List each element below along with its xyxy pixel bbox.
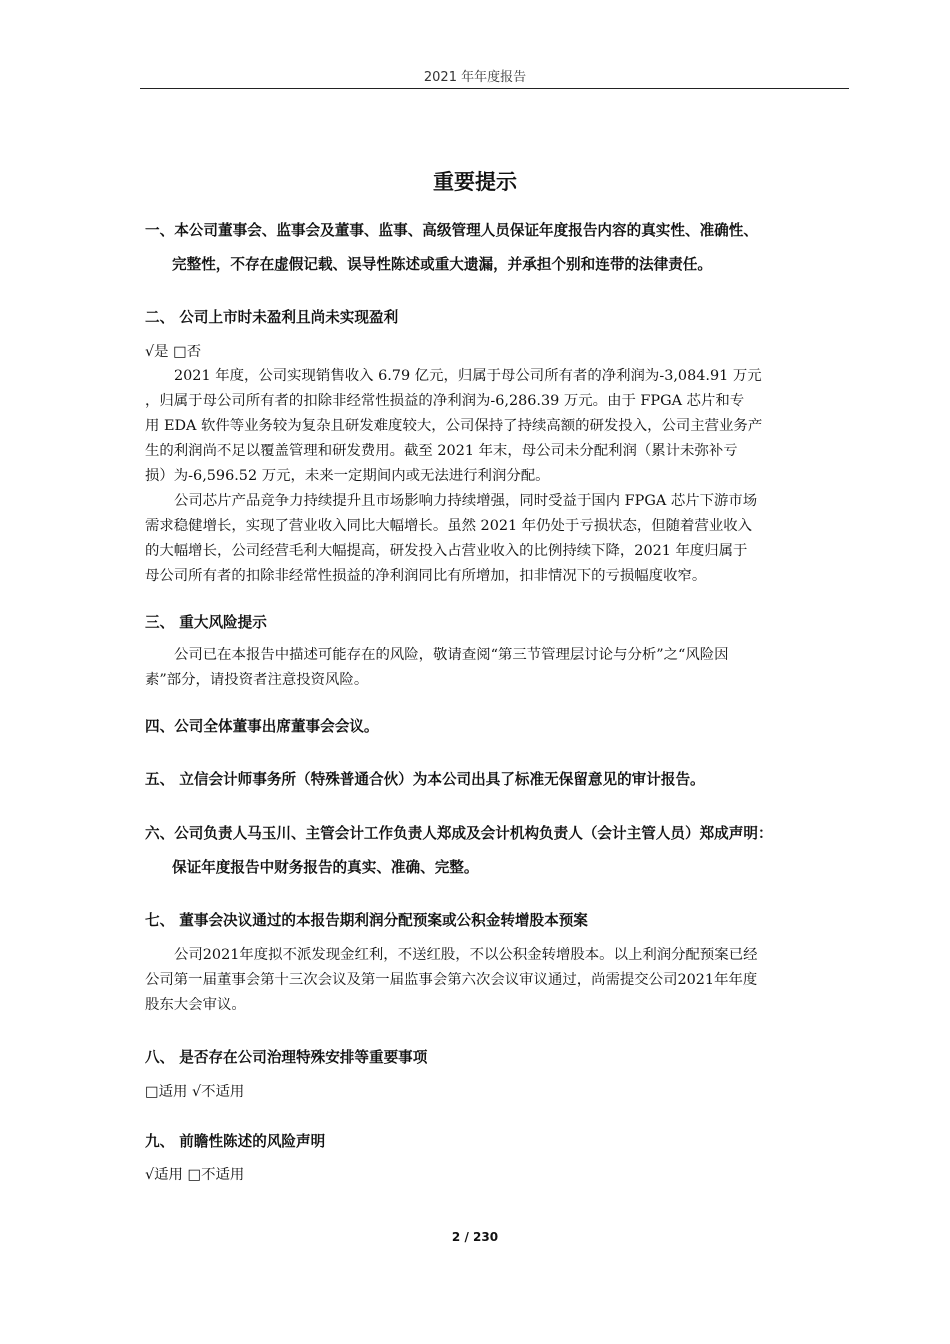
section-7-heading: 七、 董事会决议通过的本报告期利润分配预案或公积金转增股本预案 xyxy=(145,912,588,929)
section-2-para-1-line-4: 生的利润尚不足以覆盖管理和研发费用。截至 2021 年末，母公司未分配利润（累计未弥补亏 xyxy=(145,443,738,459)
section-2-para-2-line-3: 的大幅增长，公司经营毛利大幅提高，研发投入占营业收入的比例持续下降，2021 年度归属于 xyxy=(145,543,748,559)
section-6-line-1: 六、公司负责人马玉川、主管会计工作负责人郑成及会计机构负责人（会计主管人员）郑成声明： xyxy=(145,825,773,842)
section-2-para-1-line-5: 损）为-6,596.52 万元，未来一定期间内或无法进行利润分配。 xyxy=(145,468,550,484)
section-2-para-1-line-2: ，归属于母公司所有者的扣除非经常性损益的净利润为-6,286.39 万元。由于 FPGA 芯片和专 xyxy=(145,393,745,409)
page-header: 2021 年年度报告 xyxy=(423,70,527,85)
section-5-heading: 五、 立信会计师事务所（特殊普通合伙）为本公司出具了标准无保留意见的审计报告。 xyxy=(145,771,705,788)
section-8-heading: 八、 是否存在公司治理特殊安排等重要事项 xyxy=(145,1049,428,1066)
section-6-line-2: 保证年度报告中财务报告的真实、准确、完整。 xyxy=(172,859,479,876)
section-2-para-1-line-1: 2021 年度，公司实现销售收入 6.79 亿元，归属于母公司所有者的净利润为-3,084.91 万元 xyxy=(174,368,762,384)
section-3-heading: 三、 重大风险提示 xyxy=(145,614,267,631)
section-7-para-line-2: 公司第一届董事会第十三次会议及第一届监事会第六次会议审议通过，尚需提交公司2021年年度 xyxy=(145,972,758,988)
section-9-heading: 九、 前瞻性陈述的风险声明 xyxy=(145,1133,326,1150)
section-1-line-2: 完整性，不存在虚假记载、误导性陈述或重大遗漏，并承担个别和连带的法律责任。 xyxy=(172,256,712,273)
section-2-heading: 二、 公司上市时未盈利且尚未实现盈利 xyxy=(145,309,399,326)
section-4-heading: 四、公司全体董事出席董事会会议。 xyxy=(145,718,379,735)
page-title: 重要提示 xyxy=(433,170,517,194)
section-7-para-line-3: 股东大会审议。 xyxy=(145,997,246,1013)
section-8-checkbox-line: □适用 √不适用 xyxy=(145,1084,245,1100)
section-2-para-2-line-2: 需求稳健增长，实现了营业收入同比大幅增长。虽然 2021 年仍处于亏损状态，但随着营业收入 xyxy=(145,518,753,534)
section-2-para-2-line-4: 母公司所有者的扣除非经常性损益的净利润同比有所增加，扣非情况下的亏损幅度收窄。 xyxy=(145,568,707,584)
section-3-para-line-2: 素”部分，请投资者注意投资风险。 xyxy=(145,672,369,688)
section-7-para-line-1: 公司2021年度拟不派发现金红利，不送红股，不以公积金转增股本。以上利润分配预案已经 xyxy=(174,947,758,963)
section-2-para-1-line-3: 用 EDA 软件等业务较为复杂且研发难度较大，公司保持了持续高额的研发投入，公司主营业务产 xyxy=(145,418,763,434)
header-divider xyxy=(140,88,849,89)
section-3-para-line-1: 公司已在本报告中描述可能存在的风险，敬请查阅“第三节管理层讨论与分析”之“风险因 xyxy=(174,647,729,663)
section-1-line-1: 一、本公司董事会、监事会及董事、监事、高级管理人员保证年度报告内容的真实性、准确性、 xyxy=(145,222,758,239)
page-number: 2 / 230 xyxy=(451,1230,499,1244)
section-2-checkbox-line: √是 □否 xyxy=(145,344,202,360)
section-2-para-2-line-1: 公司芯片产品竞争力持续提升且市场影响力持续增强，同时受益于国内 FPGA 芯片下游市场 xyxy=(174,493,758,509)
section-9-checkbox-line: √适用 □不适用 xyxy=(145,1167,245,1183)
